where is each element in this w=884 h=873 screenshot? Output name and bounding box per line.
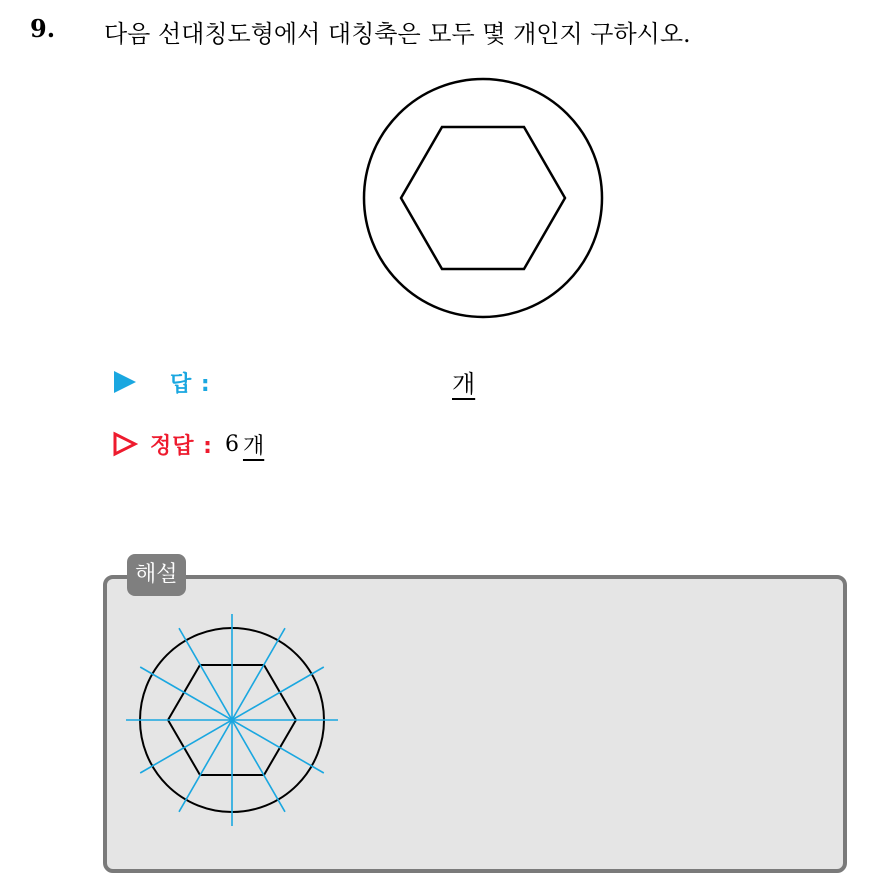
correct-answer-label: 정답 : xyxy=(150,433,213,459)
question-number: 9. xyxy=(30,14,56,43)
correct-answer-value: 6 xyxy=(224,431,239,457)
correct-answer-unit: 개 xyxy=(242,433,265,459)
answer-row xyxy=(112,364,211,400)
outline-triangle-icon xyxy=(112,431,138,457)
explanation-tab: 해설 xyxy=(127,554,186,596)
question-text: 다음 선대칭도형에서 대칭축은 모두 몇 개인지 구하시오. xyxy=(104,20,691,48)
answer-label: 답 : xyxy=(170,371,211,397)
play-triangle-icon xyxy=(112,369,138,395)
explanation-figure xyxy=(122,613,342,833)
correct-answer-row xyxy=(112,426,264,462)
figure-hexagon xyxy=(401,127,565,269)
answer-unit: 개 xyxy=(452,370,476,398)
symmetry-axes xyxy=(126,614,338,826)
problem-figure xyxy=(355,70,611,326)
